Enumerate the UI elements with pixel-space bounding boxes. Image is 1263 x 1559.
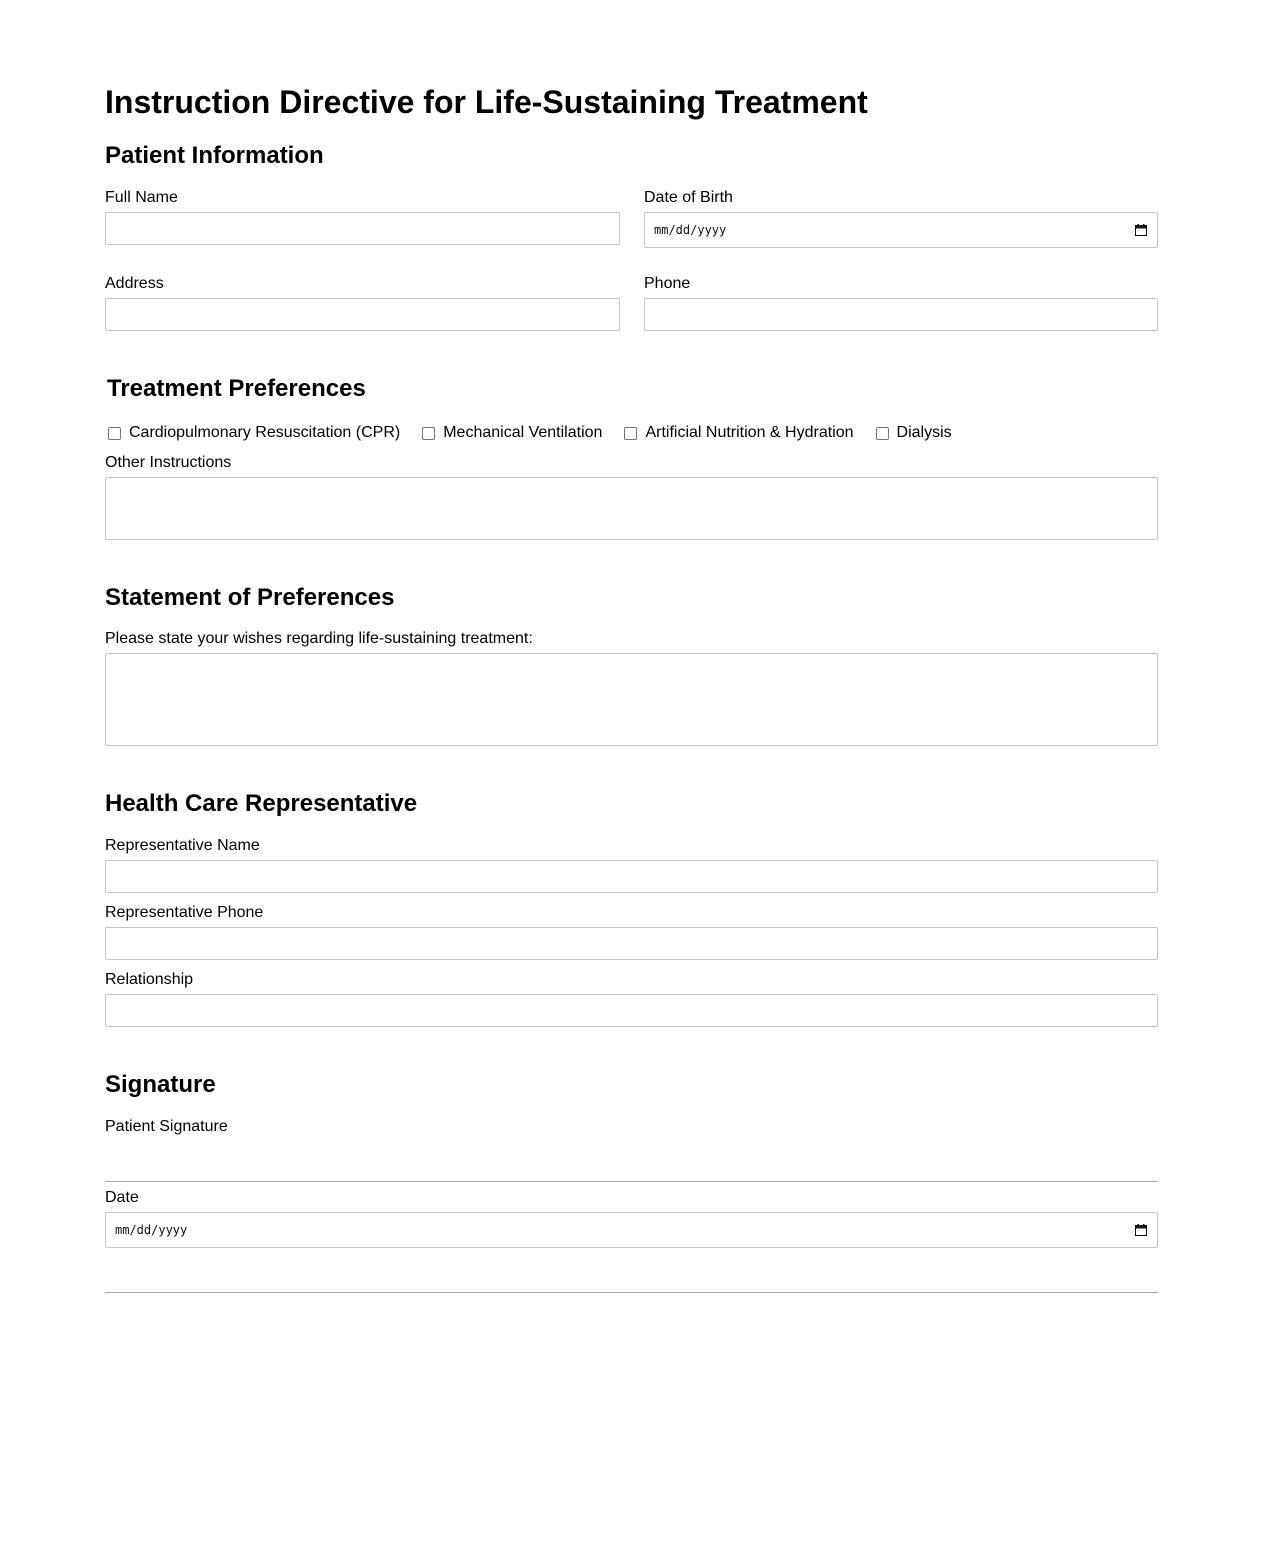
dob-date-placeholder: mm/dd/yyyy — [654, 223, 727, 237]
address-input[interactable] — [105, 298, 620, 331]
option-artificial-nutrition-label: Artificial Nutrition & Hydration — [645, 424, 854, 441]
option-mechanical-ventilation-label: Mechanical Ventilation — [443, 424, 603, 441]
signature-heading: Signature — [105, 1071, 216, 1098]
representative-phone-input[interactable] — [105, 927, 1158, 960]
option-cpr-label: Cardiopulmonary Resuscitation (CPR) — [129, 424, 401, 441]
checkbox-icon[interactable] — [876, 427, 889, 440]
patient-signature-label: Patient Signature — [105, 1118, 228, 1135]
option-dialysis[interactable] — [876, 424, 952, 442]
signature-date-placeholder: mm/dd/yyyy — [115, 1223, 188, 1237]
option-cpr[interactable] — [108, 424, 400, 442]
patient-signature-line[interactable] — [105, 1181, 1158, 1182]
statement-textarea[interactable] — [105, 653, 1158, 746]
representative-phone-label: Representative Phone — [105, 904, 264, 921]
checkbox-icon[interactable] — [624, 427, 637, 440]
treatment-heading: Treatment Preferences — [107, 375, 366, 402]
calendar-icon[interactable] — [1134, 223, 1148, 237]
option-dialysis-label: Dialysis — [896, 424, 952, 441]
representative-heading: Health Care Representative — [105, 790, 418, 817]
representative-name-input[interactable] — [105, 860, 1158, 893]
other-instructions-textarea[interactable] — [105, 477, 1158, 540]
patient-info-heading: Patient Information — [105, 142, 324, 169]
full-name-input[interactable] — [105, 212, 620, 245]
checkbox-icon[interactable] — [108, 427, 121, 440]
page-title: Instruction Directive for Life-Sustaining Treatment — [105, 84, 868, 120]
relationship-input[interactable] — [105, 994, 1158, 1027]
statement-prompt: Please state your wishes regarding life-sustaining treatment: — [105, 630, 533, 647]
relationship-label: Relationship — [105, 971, 194, 988]
option-mechanical-ventilation[interactable] — [422, 424, 602, 442]
treatment-options — [108, 423, 974, 443]
full-name-label: Full Name — [105, 189, 178, 206]
statement-heading: Statement of Preferences — [105, 584, 395, 611]
option-artificial-nutrition[interactable] — [624, 424, 853, 442]
signature-date-input[interactable] — [105, 1212, 1158, 1248]
dob-date-input[interactable] — [644, 212, 1158, 248]
other-instructions-label: Other Instructions — [105, 454, 232, 471]
phone-label: Phone — [644, 275, 691, 292]
checkbox-icon[interactable] — [422, 427, 435, 440]
calendar-icon[interactable] — [1134, 1223, 1148, 1237]
signature-date-label: Date — [105, 1189, 139, 1206]
address-label: Address — [105, 275, 164, 292]
phone-input[interactable] — [644, 298, 1158, 331]
footer-divider — [105, 1292, 1158, 1293]
dob-label: Date of Birth — [644, 189, 733, 206]
representative-name-label: Representative Name — [105, 837, 260, 854]
